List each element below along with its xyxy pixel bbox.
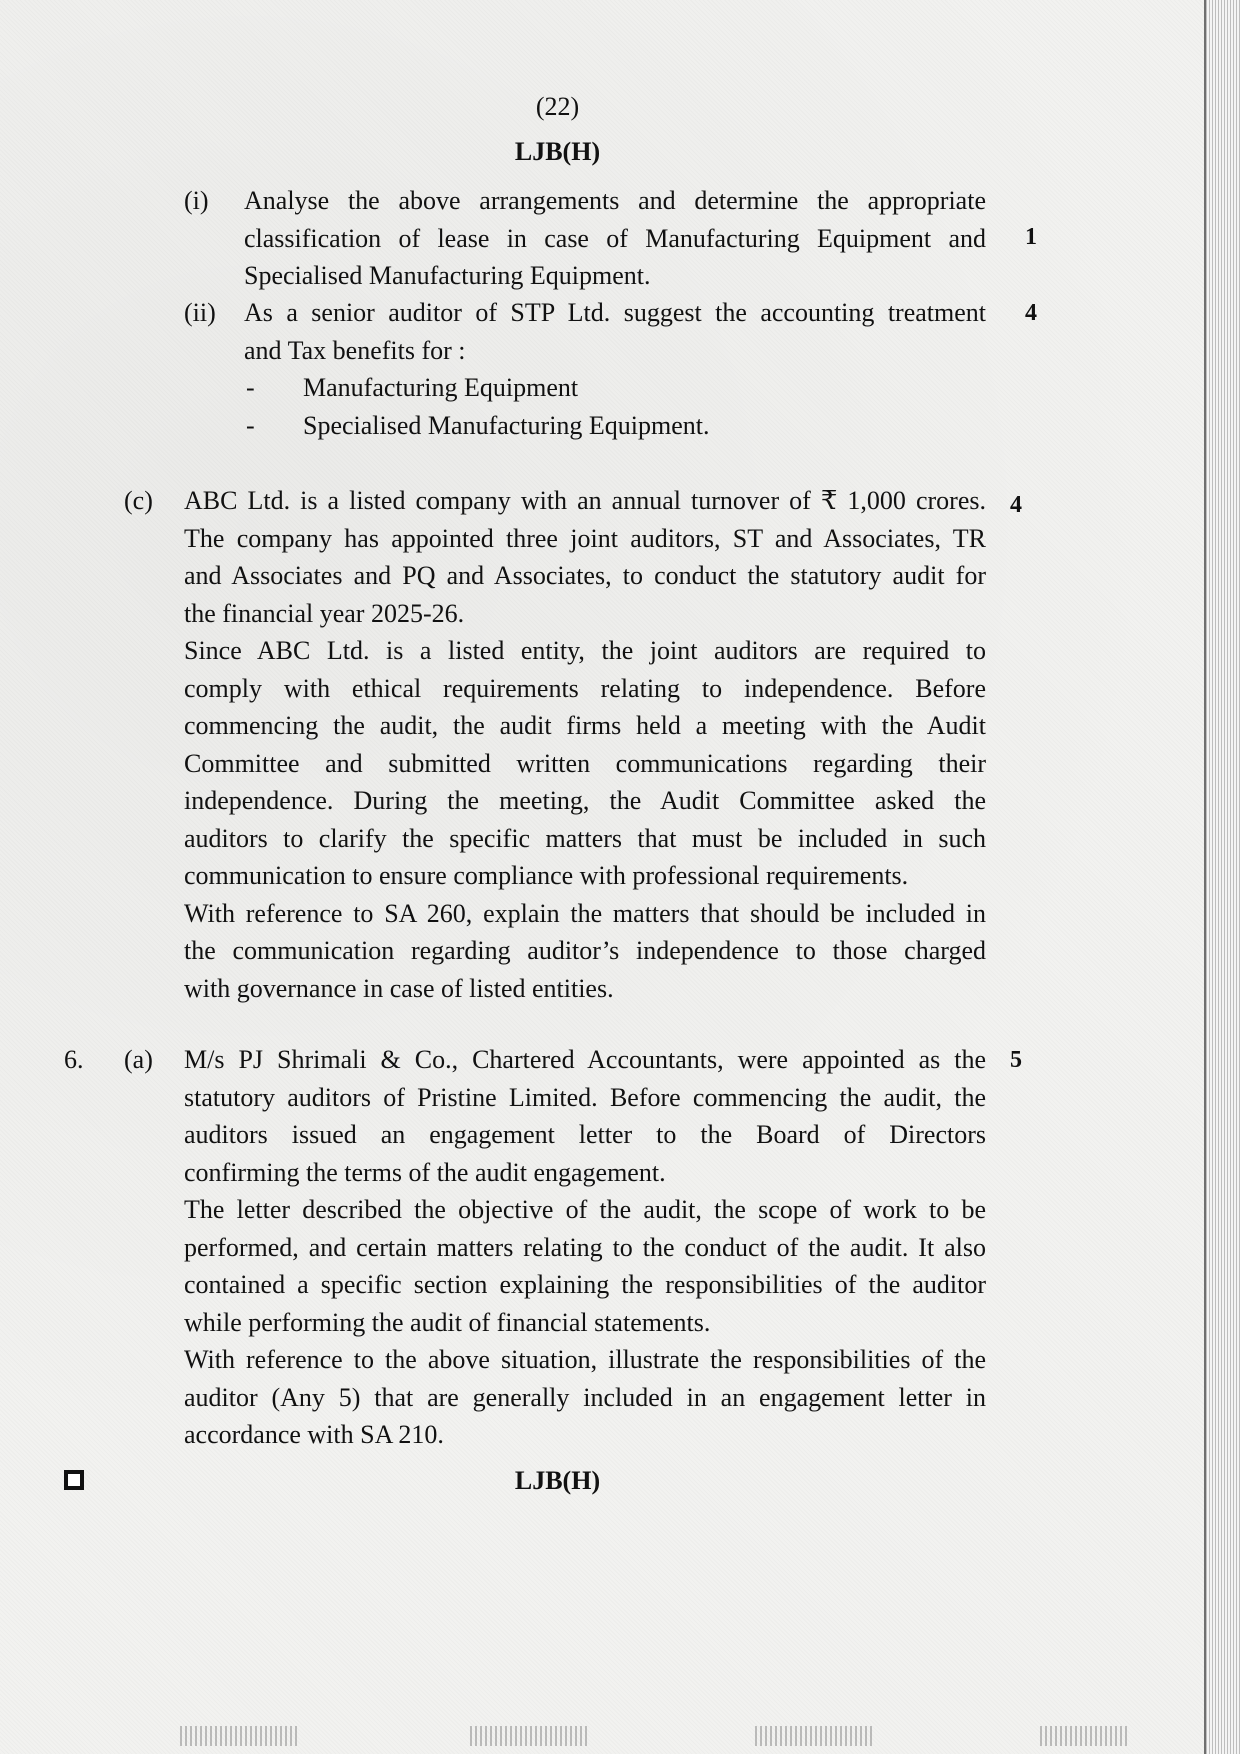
bullet-item: Specialised Manufacturing Equipment.	[303, 411, 710, 440]
text-line: auditors issued an engagement letter to the Board of Directors	[184, 1120, 986, 1149]
text-line: As a senior auditor of STP Ltd. suggest the accounting treatment	[244, 298, 986, 327]
page-number: (22)	[535, 92, 580, 121]
scan-smudge	[755, 1726, 875, 1746]
question-number: 6.	[64, 1045, 84, 1074]
text-line: commencing the audit, the audit firms held a meeting with the Audit	[184, 711, 986, 740]
text-line: and Associates and PQ and Associates, to conduct the statutory audit for	[184, 561, 986, 590]
text-line: the communication regarding auditor’s independence to those charged	[184, 936, 986, 965]
text-line: communication to ensure compliance with professional requirements.	[184, 861, 909, 890]
bullet-item: Manufacturing Equipment	[303, 373, 579, 402]
marks: 5	[1010, 1047, 1022, 1073]
text-line: M/s PJ Shrimali & Co., Chartered Accountants, were appointed as the	[184, 1045, 986, 1074]
text-line: auditor (Any 5) that are generally included in an engagement letter in	[184, 1382, 986, 1412]
text-line: accordance with SA 210.	[184, 1420, 444, 1449]
text-line: with governance in case of listed entities.	[184, 973, 614, 1003]
text-line: while performing the audit of financial statements.	[184, 1307, 711, 1337]
bullet-dash: -	[246, 373, 255, 402]
text-line: independence. During the meeting, the Audit Committee asked the	[184, 786, 986, 815]
subpart-ii-text	[244, 294, 986, 369]
subpart-label: (i)	[184, 186, 209, 215]
marks: 4	[1010, 492, 1022, 518]
text-line: Analyse the above arrangements and determine the appropriate	[244, 186, 986, 215]
scanner-edge	[1206, 0, 1240, 1754]
scan-smudge	[180, 1726, 300, 1746]
part-label: (c)	[124, 486, 153, 515]
text-line: and Tax benefits for :	[244, 335, 466, 365]
text-line: Specialised Manufacturing Equipment.	[244, 261, 651, 290]
subpart-label: (ii)	[184, 298, 216, 327]
paper-code: LJB(H)	[514, 137, 601, 166]
marks: 1	[1025, 224, 1037, 250]
marks: 4	[1025, 300, 1037, 326]
bullet-dash: -	[246, 411, 255, 440]
text-line: the financial year 2025-26.	[184, 598, 465, 628]
subpart-i-text	[244, 182, 986, 295]
footer-paper-code: LJB(H)	[514, 1466, 601, 1495]
text-line: performed, and certain matters relating to the conduct of the audit. It also	[184, 1232, 986, 1262]
text-line: contained a specific section explaining the responsibilities of the auditor	[184, 1270, 986, 1299]
scan-smudge	[1040, 1726, 1130, 1746]
text-line: statutory auditors of Pristine Limited. Before commencing the audit, the	[184, 1082, 986, 1112]
text-line: Since ABC Ltd. is a listed entity, the joint auditors are required to	[184, 636, 986, 665]
text-line: The letter described the objective of the audit, the scope of work to be	[184, 1195, 986, 1224]
text-line: confirming the terms of the audit engagement.	[184, 1157, 666, 1187]
text-line: With reference to the above situation, illustrate the responsibilities of the	[184, 1345, 986, 1374]
text-line: Committee and submitted written communications regarding their	[184, 748, 986, 778]
question-6a-text	[184, 1041, 986, 1454]
scan-smudge	[470, 1726, 590, 1746]
text-line: With reference to SA 260, explain the matters that should be included in	[184, 898, 986, 928]
text-line: comply with ethical requirements relating to independence. Before	[184, 673, 986, 703]
question-c-text	[184, 482, 986, 1007]
text-line: classification of lease in case of Manufacturing Equipment and	[244, 223, 986, 253]
text-line: ABC Ltd. is a listed company with an annual turnover of ₹ 1,000 crores.	[184, 486, 986, 515]
page-edge-line	[1204, 0, 1206, 1754]
text-line: The company has appointed three joint auditors, ST and Associates, TR	[184, 523, 986, 553]
part-label: (a)	[124, 1045, 153, 1074]
text-line: auditors to clarify the specific matters that must be included in such	[184, 823, 986, 853]
